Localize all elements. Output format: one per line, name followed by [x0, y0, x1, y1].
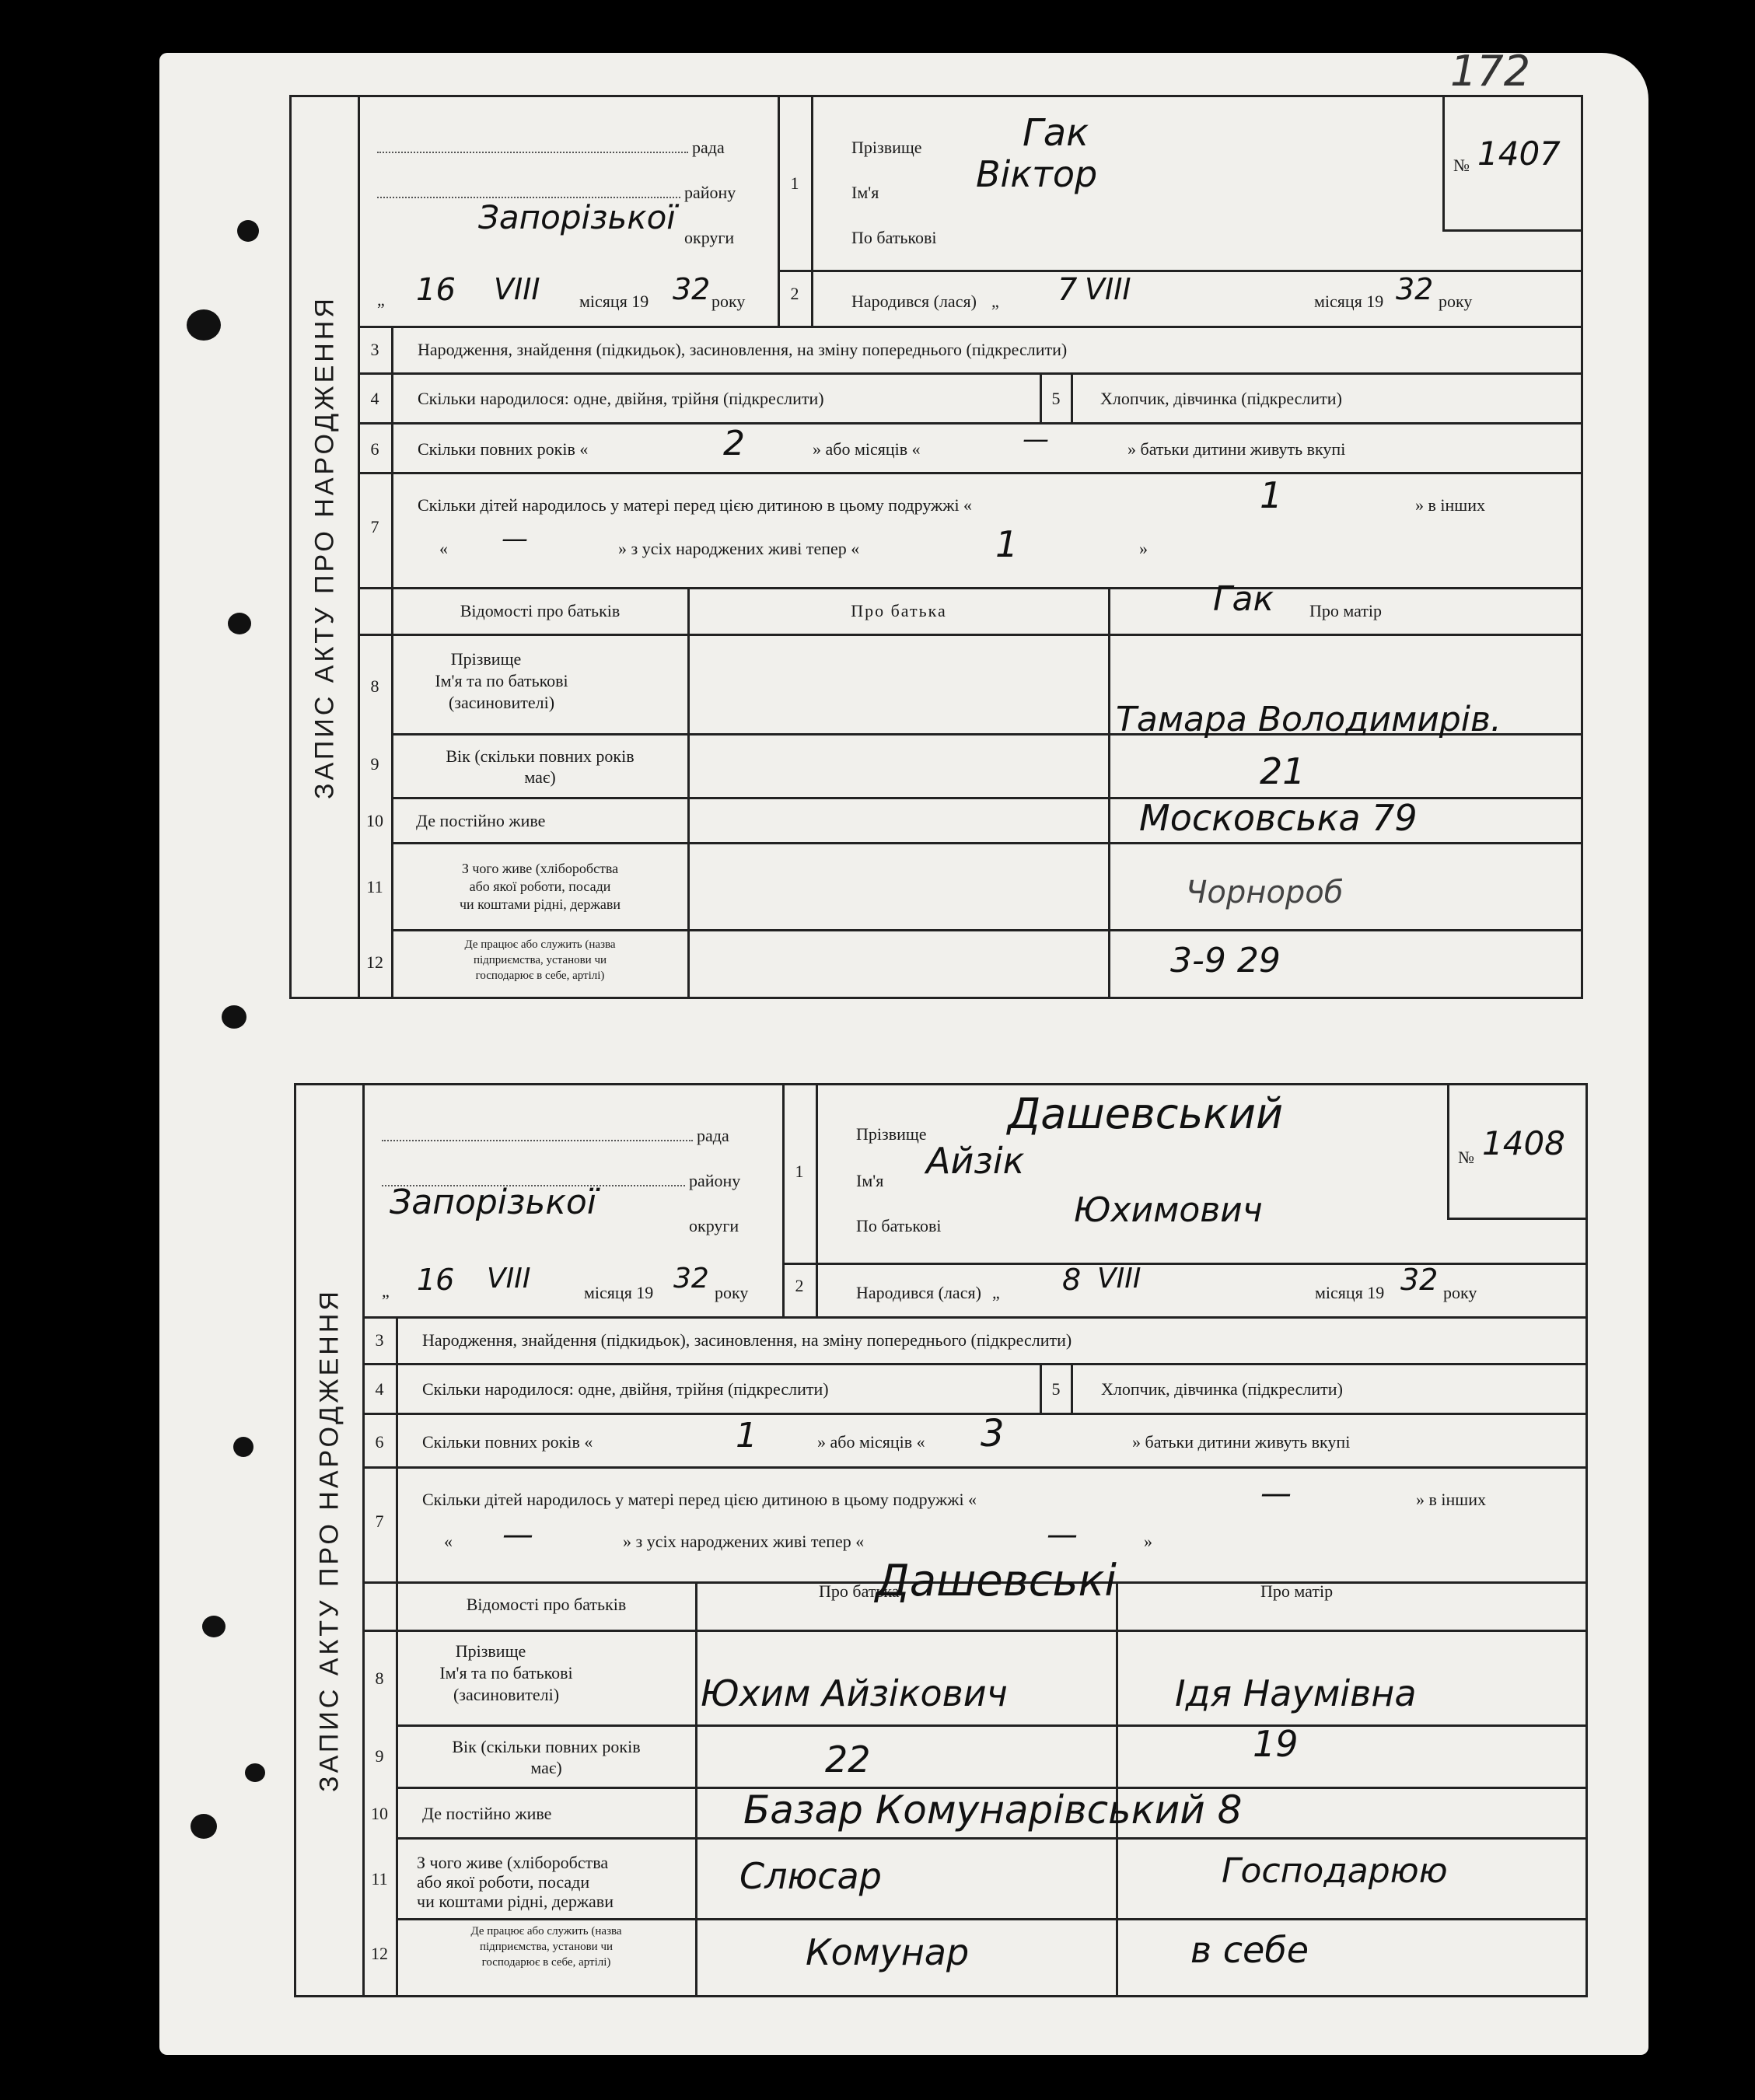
col-mother: Про матір: [1309, 601, 1383, 620]
reg-month: VIII: [487, 1263, 531, 1295]
father-work: Комунар: [806, 1931, 970, 1973]
record-number: 1407: [1477, 135, 1561, 173]
birth-month: VIII: [1097, 1263, 1141, 1295]
months-together: —: [1023, 424, 1049, 455]
q5-text: Хлопчик, дівчинка (підкреслити): [1100, 389, 1342, 408]
parents-surname: Дашевські: [876, 1556, 1117, 1606]
father-name: Юхим Айзікович: [701, 1672, 1008, 1714]
okrug-label: округи: [684, 228, 735, 247]
children-other: —: [502, 523, 528, 554]
reg-month: VIII: [494, 272, 540, 306]
q3-text: Народження, знайдення (підкидьок), засиновлення, на зміну попереднього (підкреслити): [418, 340, 1068, 359]
children-alive: —: [1047, 1517, 1078, 1553]
record-number: 1408: [1482, 1124, 1565, 1162]
mother-occupation: Чорнороб: [1186, 875, 1344, 910]
father-age: 22: [825, 1738, 871, 1780]
col-father: Про батька: [851, 601, 947, 620]
born-label: Народився (лася): [851, 292, 977, 311]
rayon-label: району: [684, 183, 736, 202]
surname-value: Дашевський: [1008, 1089, 1284, 1138]
children-alive: 1: [995, 523, 1019, 565]
name-value: Айзік: [926, 1140, 1025, 1182]
birth-year: 32: [1396, 272, 1434, 306]
year-label: року: [711, 292, 746, 311]
residence: Базар Комунарівський 8: [743, 1787, 1243, 1833]
punch-hole: [187, 309, 221, 341]
mother-name: Тамара Володимирів.: [1116, 700, 1502, 739]
reg-year: 32: [673, 1263, 709, 1295]
birth-day: 7: [1058, 272, 1078, 308]
birth-record-1: ЗАПИС АКТУ ПРО НАРОДЖЕННЯ рада району Запорізької округи „ 16 VIII місяця 19 32 року 1 Прізвище Гак Ім'я Віктор По батькові № 1407 2 Народився (лася) „ 7 VIII місяця 19 32 року 3 Народження, знайдення (підкидьок), засиновлення, на зміну попереднього (підкреслити) 4 Скільки народилося: одне, двійня, трійня (підкреслити) 5 Хлопчик, дівчинка (підкреслити) 6 Скільки повних років « 2 » або місяців « — » батьки дитини живуть вкупі 7 Скільки дітей народилось у матері перед цією дитиною в цьому подружжі « 1 » в інших « — » з усіх народжених живі тепер « 1 » Відомості про батьків Про батька Про матір Гак 8 Прізвище Ім'я та по батькові (засиновителі) Тамара Володимирів. 9 Вік (скільки повних років має) 21 10 Де постійно живе Московська 79 11 З чого живе (хліборобства або якої роботи, посади чи коштами рідні, держави Чорнороб 12 Де працює або служить (назва підприємства, установи чи господарює в себе, артілі) 3-9 29: [289, 95, 1583, 999]
month-label: місяця 19: [579, 292, 649, 311]
name-label: Ім'я: [851, 183, 879, 202]
patronymic-label: По батькові: [851, 228, 937, 247]
reg-day: 16: [416, 272, 456, 308]
mother-surname: Гак: [1213, 579, 1274, 619]
birth-month: VIII: [1085, 272, 1131, 306]
children-other: —: [502, 1517, 533, 1553]
mother-occupation: Господарюю: [1222, 1851, 1448, 1891]
mother-work: в себе: [1190, 1929, 1309, 1971]
side-title: ЗАПИС АКТУ ПРО НАРОДЖЕННЯ: [292, 97, 360, 997]
birth-year: 32: [1400, 1263, 1439, 1297]
mother-name: Ідя Наумівна: [1175, 1672, 1417, 1714]
sheet-number: 172: [1450, 47, 1531, 96]
reg-year: 32: [673, 272, 711, 306]
col-info: Відомості про батьків: [460, 601, 621, 620]
mother-age: 19: [1253, 1723, 1299, 1765]
years-together: 2: [723, 424, 745, 463]
punch-hole: [237, 220, 259, 242]
patronymic-value: Юхимович: [1074, 1190, 1263, 1230]
okrug-value: Запорізької: [478, 198, 676, 236]
punch-hole: [202, 1616, 225, 1637]
mother-age: 21: [1260, 750, 1306, 792]
punch-hole: [233, 1437, 253, 1457]
okrug-value: Запорізької: [390, 1183, 597, 1222]
punch-hole: [191, 1814, 217, 1839]
q4-text: Скільки народилося: одне, двійня, трійня (підкреслити): [418, 389, 824, 408]
surname-label: Прізвище: [851, 138, 922, 157]
mother-work: 3-9 29: [1170, 941, 1281, 980]
surname-value: Гак: [1023, 111, 1089, 155]
children-this-marriage: —: [1260, 1476, 1292, 1511]
record-number-label: №: [1453, 155, 1470, 175]
birth-day: 8: [1062, 1263, 1082, 1297]
punch-hole: [228, 613, 251, 634]
name-value: Віктор: [976, 153, 1098, 195]
father-occupation: Слюсар: [739, 1855, 882, 1897]
punch-hole: [222, 1005, 246, 1029]
rada-label: рада: [692, 138, 725, 157]
residence: Московська 79: [1139, 797, 1418, 839]
side-title: ЗАПИС АКТУ ПРО НАРОДЖЕННЯ: [296, 1085, 365, 1995]
months-together: 3: [981, 1412, 1005, 1455]
punch-hole: [245, 1763, 265, 1782]
years-together: 1: [736, 1416, 757, 1455]
children-this-marriage: 1: [1260, 474, 1283, 516]
birth-record-2: ЗАПИС АКТУ ПРО НАРОДЖЕННЯ рада району Запорізької округи „ 16 VIII місяця 19 32 року 1 Прізвище Дашевський Ім'я Айзік По батькові Юхимович № 1408 2 Народився (лася) „ 8 VIII місяця 19 32 року 3 Народження, знайдення (підкидьок), засиновлення, на зміну попереднього (підкреслити) 4 Скільки народилося: одне, двійня, трійня (підкреслити) 5 Хлопчик, дівчинка (підкреслити) 6 Скільки повних років « 1 » або місяців « 3 » батьки дитини живуть вкупі 7 Скільки дітей народилось у матері перед цією дитиною в цьому подружжі « — » в інших « — » з усіх народжених живі тепер « — » Відомості про батьків Про батька Про матір Дашевські 8 Прізвище Ім'я та по батькові (засиновителі) Юхим Айзікович Ідя Наумівна 9 Вік (скільки повних років має) 22 19 10 Де постійно живе Базар Комунарівський 8 11 З чого живе (хліборобства або якої роботи, посади чи коштами рідні, держави Слюсар Господарюю 12 Де працює або служить (назва підприємства, установи чи господарює в себе, артілі) Комунар в себе: [294, 1083, 1588, 1997]
reg-day: 16: [417, 1263, 455, 1297]
